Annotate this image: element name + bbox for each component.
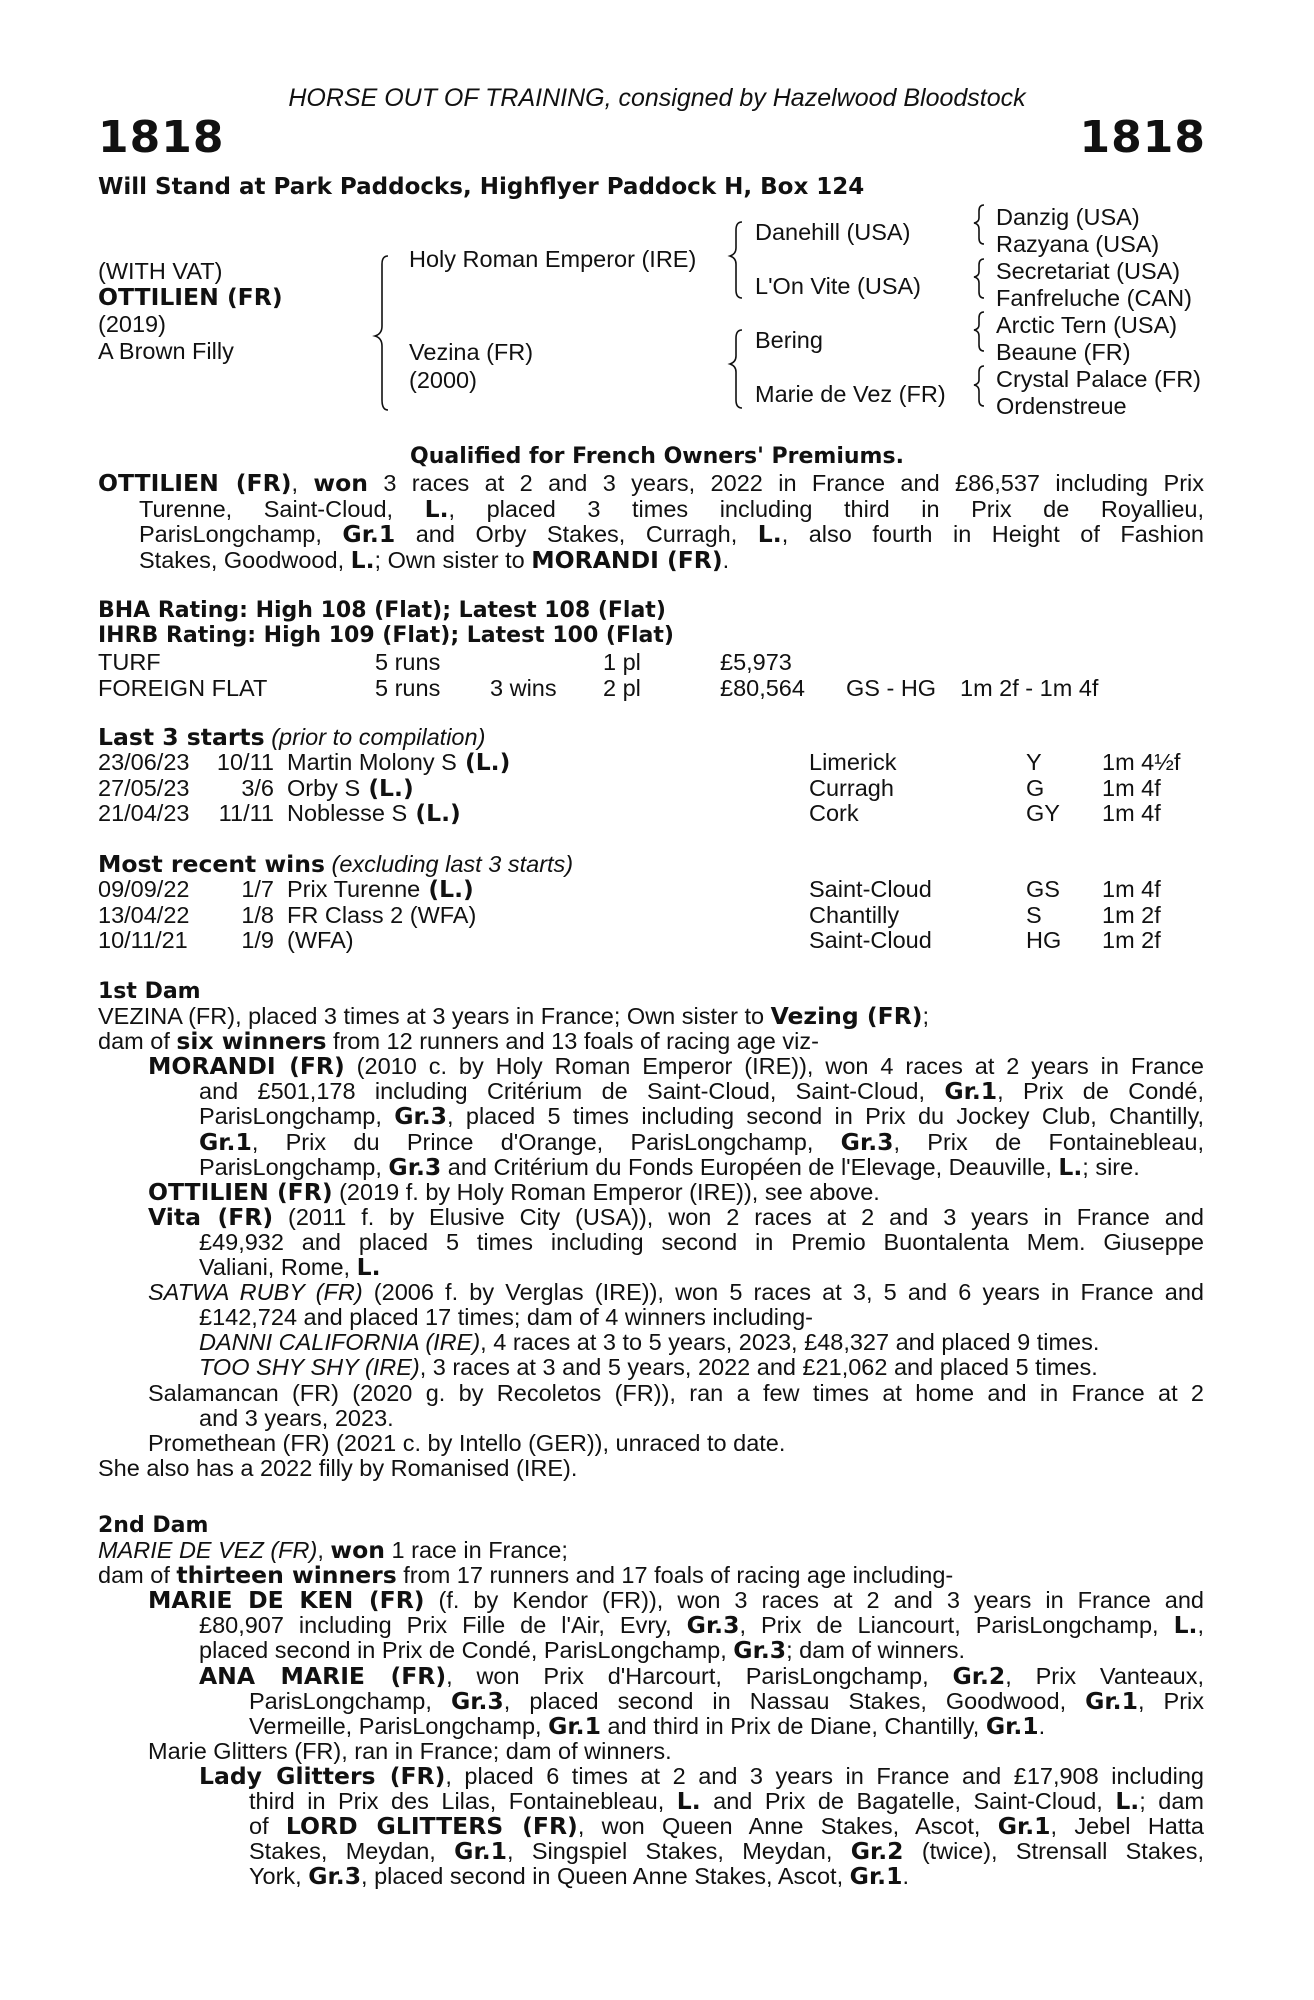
text-run: L. [757,520,782,548]
text-run: . [1038,1712,1046,1739]
text-run: Gr.2 [952,1661,1006,1690]
text-run: She also has a 2022 filly by Romanised (IRE). [98,1454,578,1481]
text-run: L. [676,1787,701,1815]
text-run: ParisLongchamp, [199,1103,395,1130]
text-run: and Prix de Bagatelle, Saint-Cloud, [700,1788,1116,1814]
text-run: ParisLongchamp, [139,521,343,547]
text-run: Gr.1 [985,1711,1039,1740]
recent-heading [98,852,573,878]
dam2-heading: 2nd Dam [98,1513,209,1538]
record-money: £80,564 [720,674,805,701]
recent-date: 10/11/21 [98,927,188,953]
summary-line [139,494,1205,523]
text-run: Gr.1 [199,1127,252,1156]
recent-course: Chantilly [809,901,900,928]
text-run: (2019 f. by Holy Roman Emperor (IRE)), see above. [332,1178,880,1205]
text-run: Valiani, Rome, [199,1254,357,1280]
text-run: Gr.1 [548,1711,601,1740]
dam2-line [249,1839,1204,1865]
text-run: Gr.1 [944,1077,998,1106]
premiums-note: Qualified for French Owners' Premiums. [410,444,904,469]
text-run: Gr.1 [342,520,396,548]
pedigree-sire: Holy Roman Emperor (IRE) [409,246,697,272]
text-run: Turenne, Saint-Cloud, [139,495,425,522]
pedigree-dam: Vezina (FR) [409,339,534,365]
horse-year: (2019) [98,311,166,337]
text-run: £49,932 and placed 5 times including second in Premio Buontalenta Mem. Giuseppe [199,1228,1204,1255]
text-run: thirteen winners [176,1561,397,1590]
last3-date: 21/04/23 [98,800,190,826]
text-run: third in Prix des Lilas, Fontainebleau, [249,1788,677,1814]
text-run: , Singspiel Stakes, Meydan, [506,1838,851,1865]
dam2-line [148,1739,672,1765]
text-run: , [1197,1612,1204,1639]
dam2-line [249,1864,909,1890]
dam1-line [98,1456,577,1482]
text-run: L. [1058,1152,1083,1181]
text-run: (f. by Kendor (FR)), won 3 races at 2 and 3 years in France and [424,1587,1204,1614]
text-run: and Orby Stakes, Curragh, [395,521,758,547]
pedigree-ddd: Ordenstreue [996,393,1127,419]
text-run: , won Prix d'Harcourt, ParisLongchamp, [446,1662,953,1689]
text-run: , 3 races at 3 and 5 years, 2022 and £21,062 and placed 5 times. [419,1354,1098,1381]
horse-name: OTTILIEN (FR) [98,283,283,311]
text-run: MARIE DE VEZ (FR) [98,1537,318,1563]
text-run: Lady Glitters (FR) [199,1761,446,1790]
text-run: , Prix de Condé, [997,1078,1204,1105]
dam1-line [199,1079,1204,1105]
recent-race [287,903,476,929]
text-run: six winners [176,1027,327,1056]
text-run: Gr.3 [308,1862,362,1891]
text-run: Stakes, Goodwood, [139,546,351,573]
text-run: Gr.3 [840,1127,894,1156]
text-run: , [317,1537,331,1563]
text-run: York, [249,1863,309,1890]
text-run: (2011 f. by Elusive City (USA)), won 2 races at 2 and 3 years in France and [273,1203,1204,1230]
text-run: and 3 years, 2023. [199,1404,394,1431]
dam1-line [199,1127,1204,1156]
text-run: of [249,1813,286,1840]
text-run: OTTILIEN (FR) [148,1177,333,1206]
text-run: Gr.3 [394,1102,448,1131]
last3-dist: 1m 4f [1102,800,1161,826]
race-name: Prix Turenne [287,876,421,902]
recent-date: 13/04/22 [98,901,190,928]
text-run: MORANDI (FR) [531,545,723,574]
record-wins: 3 wins [490,674,557,701]
horse-description: A Brown Filly [98,338,234,364]
dam2-line [98,1563,953,1589]
text-run: and Critérium du Fonds Européen de l'Elevage, Deauville, [441,1153,1059,1180]
text-run: ; Own sister to [374,546,532,573]
record-type: FOREIGN FLAT [98,674,268,701]
text-run: LORD GLITTERS (FR) [285,1812,578,1841]
text-run: Gr.2 [850,1837,904,1866]
record-going: GS - HG [846,674,937,701]
last3-pos: 10/11 [216,749,274,775]
text-run: 1 race in France; [385,1537,568,1563]
dam2-line [148,1588,1204,1614]
text-run: , Prix Vanteaux, [1005,1662,1204,1689]
last3-course: Limerick [809,749,897,775]
text-run: Vita (FR) [148,1202,274,1231]
record-runs: 5 runs [375,674,441,701]
last3-dist: 1m 4½f [1102,749,1181,775]
text-run: L. [356,1253,381,1281]
dam1-line [199,1305,813,1331]
text-run: dam of [98,1562,177,1589]
text-run: ; dam of winners. [786,1637,966,1664]
last3-course: Cork [809,800,859,826]
text-run: , won Queen Anne Stakes, Ascot, [577,1813,998,1840]
summary-line [139,522,1204,548]
last3-race [287,750,510,776]
text-run: Gr.3 [733,1636,787,1665]
race-name: Noblesse S [287,800,408,826]
text-run: L. [1115,1787,1140,1815]
lot-number-right: 1818 [1079,112,1206,163]
text-run: DANNI CALIFORNIA (IRE) [199,1329,481,1356]
text-run: (2010 c. by Holy Roman Emperor (IRE)), won 4 races at 2 years in France [344,1053,1204,1080]
text-run: won [330,1536,385,1564]
text-run: , Prix de Fontainebleau, [893,1128,1204,1155]
recent-race [287,877,474,903]
pedigree-dss: Arctic Tern (USA) [996,312,1178,338]
dam2-line [199,1661,1204,1690]
text-run: , Prix du Prince d'Orange, ParisLongchamp, [251,1128,841,1155]
dam2-line [199,1638,965,1664]
pedigree-sdd: Fanfreluche (CAN) [996,285,1192,311]
recent-title: Most recent wins [98,850,325,878]
recent-going: S [1026,901,1042,928]
dam2-line [98,1538,568,1564]
last3-dist: 1m 4f [1102,774,1161,801]
dam1-line [199,1355,1098,1381]
recent-pos: 1/7 [241,876,274,902]
text-run: TOO SHY SHY (IRE) [199,1354,420,1381]
dam2-line [199,1613,1204,1639]
text-run: L. [424,494,449,523]
record-dist: 1m 2f - 1m 4f [960,674,1099,701]
pedigree-dam-dam: Marie de Vez (FR) [755,381,946,407]
pedigree-dds: Crystal Palace (FR) [996,366,1202,392]
text-run: Gr.3 [686,1611,740,1640]
text-run: Salamancan (FR) (2020 g. by Recoletos (FR)), ran a few times at home and in France at 2 [148,1379,1204,1406]
dam1-line [98,1029,819,1055]
text-run: , Prix de Liancourt, ParisLongchamp, [739,1612,1174,1639]
text-run: , Jebel Hatta [1050,1813,1204,1840]
record-pl: 1 pl [603,649,641,675]
text-run: (twice), Strensall Stakes, [903,1838,1204,1865]
record-runs: 5 runs [375,649,441,675]
text-run: from 17 runners and 17 foals of racing age including- [396,1562,954,1589]
last3-course: Curragh [809,774,894,801]
dam1-line [148,1381,1204,1407]
dam1-line [148,1202,1204,1231]
text-run: ANA MARIE (FR) [199,1661,447,1690]
dam1-line [199,1330,1099,1356]
dam2-line [249,1711,1046,1740]
text-run: , [291,470,314,496]
text-run: ; [922,1003,930,1029]
vat-note: (WITH VAT) [98,258,223,284]
text-run: OTTILIEN (FR) [98,469,292,497]
text-run: Vermeille, ParisLongchamp, [249,1712,549,1739]
recent-pos: 1/9 [241,927,274,953]
text-run: , placed 6 times at 2 and 3 years in France and £17,908 including [445,1762,1204,1789]
race-grade: (L.) [456,748,511,776]
recent-pos: 1/8 [241,901,274,928]
last3-note: (prior to compilation) [271,724,486,750]
last3-date: 27/05/23 [98,774,190,801]
text-run: , also fourth in Height of Fashion [781,521,1204,547]
text-run: , placed 3 times including third in Prix de Royallieu, [448,495,1205,522]
text-run: , placed second in Nassau Stakes, Goodwood, [503,1687,1086,1714]
dam1-line [148,1054,1204,1080]
text-run: won [313,469,368,497]
last3-going: G [1026,774,1045,801]
dam1-line [148,1431,785,1457]
pedigree-sds: Secretariat (USA) [996,258,1181,284]
catalogue-header: HORSE OUT OF TRAINING, consigned by Hazelwood Bloodstock [288,84,1026,112]
pedigree-dam-sire: Bering [755,327,823,353]
summary-line [98,471,1204,497]
recent-course: Saint-Cloud [809,876,932,902]
text-run: Stakes, Meydan, [249,1838,455,1865]
race-name: Orby S [287,774,361,801]
text-run: ParisLongchamp, [249,1687,451,1714]
text-run: Gr.3 [388,1152,442,1181]
record-money: £5,973 [720,649,792,675]
recent-dist: 1m 2f [1102,901,1161,928]
dam1-line [199,1152,1140,1181]
last3-date: 23/06/23 [98,749,190,775]
dam1-line [199,1255,381,1281]
race-name: (WFA) [287,927,354,953]
dam1-line [199,1406,394,1432]
pedigree-sire-dam: L'On Vite (USA) [755,273,922,299]
ihrb-rating: IHRB Rating: High 109 (Flat); Latest 100 (Flat) [98,623,674,648]
text-run: , Prix [1137,1687,1204,1714]
text-run: Vezing (FR) [770,1002,923,1030]
race-grade: (L.) [407,799,461,827]
recent-dist: 1m 2f [1102,927,1161,953]
dam1-line [199,1104,1204,1130]
text-run: ; dam [1139,1788,1204,1814]
text-run: Gr.1 [454,1837,507,1866]
text-run: , 4 races at 3 to 5 years, 2023, £48,327 and placed 9 times. [480,1329,1100,1356]
text-run: Gr.1 [1085,1686,1138,1715]
last3-race [287,801,461,827]
text-run: ParisLongchamp, [199,1153,389,1180]
text-run: from 12 runners and 13 foals of racing age viz- [326,1028,819,1055]
race-name: FR Class 2 (WFA) [287,901,477,928]
text-run: (2006 f. by Verglas (IRE)), won 5 races at 3, 5 and 6 years in France and [362,1279,1204,1306]
recent-going: GS [1026,876,1060,902]
dam1-line [98,1004,929,1030]
last3-heading [98,725,485,751]
lot-number-left: 1818 [98,112,225,163]
text-run: , placed second in Queen Anne Stakes, Ascot, [361,1863,850,1890]
race-grade: (L.) [420,875,474,903]
dam1-line [199,1230,1204,1256]
last3-title: Last 3 starts [98,723,265,751]
text-run: £142,724 and placed 17 times; dam of 4 winners including- [199,1304,813,1331]
text-run: £80,907 including Prix Fille de l'Air, Evry, [199,1612,687,1639]
recent-going: HG [1026,927,1062,953]
recent-race [287,928,354,954]
text-run: MARIE DE KEN (FR) [148,1586,425,1615]
stand-location: Will Stand at Park Paddocks, Highflyer Paddock H, Box 124 [98,174,865,200]
text-run: and third in Prix de Diane, Chantilly, [600,1712,986,1739]
text-run: Marie Glitters (FR), ran in France; dam of winners. [148,1737,672,1764]
last3-going: GY [1026,800,1060,826]
dam2-line [249,1789,1204,1815]
recent-dist: 1m 4f [1102,876,1161,902]
text-run: MORANDI (FR) [148,1052,345,1081]
summary-line [139,545,730,574]
dam2-line [199,1761,1204,1790]
pedigree-dam-year: (2000) [409,367,477,393]
text-run: placed second in Prix de Condé, ParisLongchamp, [199,1637,734,1664]
last3-pos: 3/6 [241,774,274,801]
race-grade: (L.) [360,773,414,802]
text-run: L. [1173,1611,1198,1640]
dam2-line [249,1814,1204,1840]
text-run: 3 races at 2 and 3 years, 2022 in France and £86,537 including Prix [367,470,1204,496]
text-run: . [722,546,730,573]
dam2-line [249,1686,1204,1715]
record-pl: 2 pl [603,674,641,701]
text-run: . [902,1863,909,1890]
text-run: Gr.1 [997,1812,1051,1841]
last3-race [287,773,414,802]
last3-pos: 11/11 [218,800,274,826]
text-run: Promethean (FR) (2021 c. by Intello (GER)), unraced to date. [148,1429,786,1456]
text-run: and £501,178 including Critérium de Saint-Cloud, Saint-Cloud, [199,1078,945,1105]
recent-course: Saint-Cloud [809,927,932,953]
pedigree-ssd: Razyana (USA) [996,231,1160,257]
dam1-heading: 1st Dam [98,979,201,1004]
dam1-line [148,1280,1204,1306]
record-type: TURF [98,649,161,675]
pedigree-sss: Danzig (USA) [996,204,1140,230]
text-run: ; sire. [1082,1153,1140,1180]
text-run: L. [350,545,375,574]
recent-date: 09/09/22 [98,876,190,902]
race-name: Martin Molony S [287,749,457,775]
dam1-line [148,1177,880,1206]
last3-going: Y [1026,749,1042,775]
text-run: Gr.1 [849,1862,903,1891]
text-run: VEZINA (FR), placed 3 times at 3 years in France; Own sister to [98,1003,771,1029]
bha-rating: BHA Rating: High 108 (Flat); Latest 108 (Flat) [98,598,666,623]
text-run: SATWA RUBY (FR) [148,1279,363,1306]
pedigree-sire-sire: Danehill (USA) [755,219,911,245]
recent-note: (excluding last 3 starts) [331,851,574,877]
text-run: Gr.3 [450,1686,504,1715]
pedigree-dsd: Beaune (FR) [996,339,1131,365]
text-run: , placed 5 times including second in Prix du Jockey Club, Chantilly, [447,1103,1204,1130]
text-run: dam of [98,1028,177,1055]
